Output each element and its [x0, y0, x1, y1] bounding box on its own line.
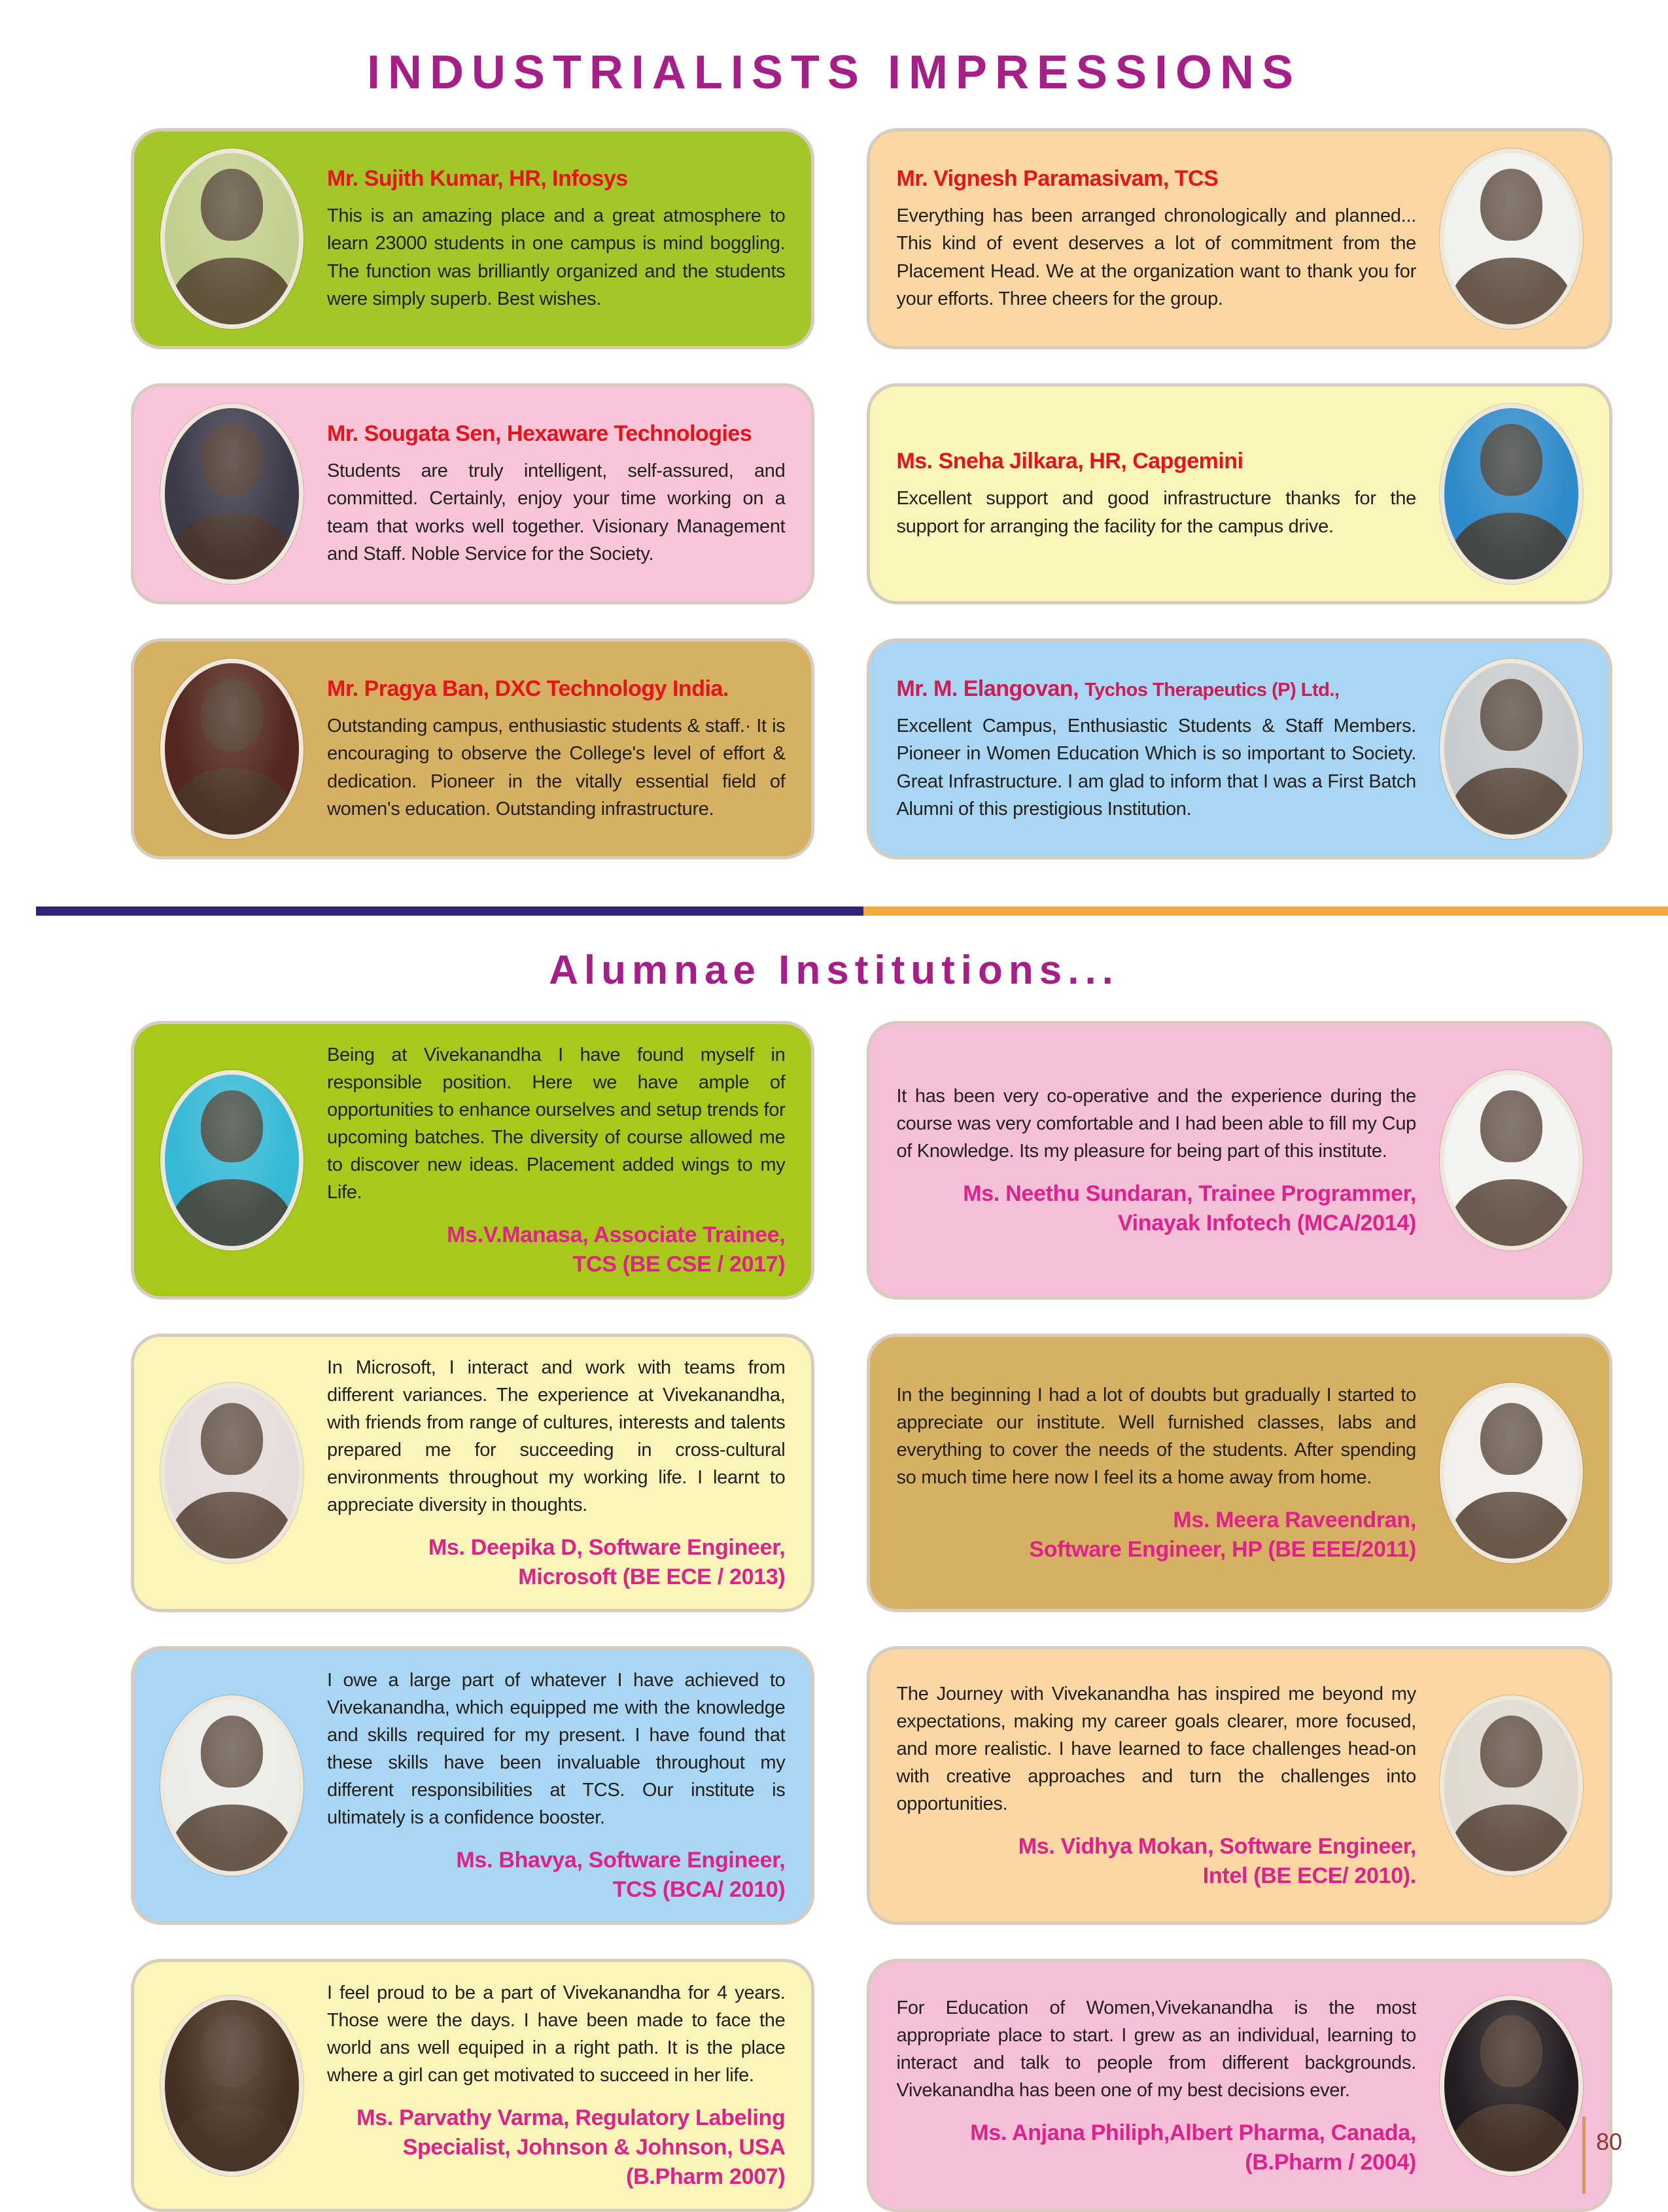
photo-highlight	[1444, 408, 1578, 579]
photo-highlight	[165, 408, 299, 579]
alumnae-card-neethu-sundaran	[867, 1021, 1612, 1300]
alumnae-quote: The Journey with Vivekanandha has inspired me beyond my expectations, making my career goals clearer, more focused, and more realistic. I have learned to face challenges head-on with creative approaches and turn the challenges into opportunities.	[896, 1684, 1416, 1815]
attribution-line: Ms. Vidhya Mokan, Software Engineer,	[1018, 1834, 1416, 1859]
alumnae-section	[131, 1021, 1612, 2212]
alumnae-content	[327, 1667, 785, 1905]
testimonial-content	[327, 420, 785, 567]
portrait-photo	[1440, 659, 1583, 839]
testimonial-card-sougata-sen	[131, 383, 814, 604]
alumnae-quote: For Education of Women,Vivekanandha is the most appropriate place to start. I grew as an individual, learning to interact and talk to people from different backgrounds. Vivekanandha has been one of my best decisions ever.	[896, 1997, 1416, 2101]
alumnae-content	[896, 1082, 1416, 1238]
industrialists-impressions-title: INDUSTRIALISTS IMPRESSIONS	[366, 46, 1302, 99]
attribution-line: Microsoft (BE ECE / 2013)	[518, 1564, 786, 1590]
photo-highlight	[1444, 663, 1578, 835]
portrait-photo	[1440, 148, 1583, 329]
photo-highlight	[165, 1075, 299, 1246]
portrait-photo	[160, 1070, 304, 1251]
alumnae-content	[896, 1994, 1416, 2177]
industrialists-section	[131, 128, 1612, 859]
testimonial-heading: Mr. Vignesh Paramasivam, TCS	[896, 166, 1219, 192]
portrait-photo	[1440, 1070, 1583, 1251]
photo-highlight	[165, 663, 299, 835]
portrait-photo	[160, 1695, 304, 1876]
page-number-line	[1582, 2117, 1586, 2194]
alumnae-quote: I owe a large part of whatever I have achieved to Vivekanandha, which equipped me with the knowledge and skills required for my present. I have found that these skills have been invaluable throughout my different responsibilities at TCS. Our institute is ultimately is a confidence booster.	[327, 1670, 786, 1829]
photo-highlight	[165, 1387, 299, 1559]
alumnae-quote: I feel proud to be a part of Vivekanandha for 4 years. Those were the days. I have been made to face the world ans well equiped in a right path. It is the place where a girl can get motivated to succeed in her life.	[327, 1982, 786, 2086]
alumnae-card-bhavya	[131, 1646, 814, 1925]
attribution-line: TCS (BCA/ 2010)	[612, 1877, 786, 1903]
photo-highlight	[1444, 1075, 1578, 1246]
testimonial-card-m-elangovan	[867, 638, 1612, 859]
portrait-photo	[1440, 404, 1583, 584]
photo-highlight	[1444, 2000, 1578, 2171]
portrait-photo	[160, 148, 304, 329]
portrait-photo	[1440, 1695, 1583, 1876]
alumnae-quote: In the beginning I had a lot of doubts but gradually I started to appreciate our institute. Well furnished classes, labs and everything to cover the needs of the students. After spending so much time here now I feel its a home away from home.	[896, 1385, 1416, 1489]
testimonial-card-vignesh-paramasivam	[867, 128, 1612, 349]
alumnae-card-v-manasa	[131, 1021, 814, 1300]
alumnae-content	[327, 1041, 785, 1279]
alumnae-card-parvathy-varma	[131, 1959, 814, 2212]
alumnae-attribution	[896, 1506, 1416, 1564]
alumnae-content	[327, 1354, 785, 1592]
attribution-line: Vinayak Infotech (MCA/2014)	[1117, 1211, 1416, 1236]
attribution-line: Ms. Meera Raveendran,	[1173, 1508, 1416, 1533]
testimonial-heading: Ms. Sneha Jilkara, HR, Capgemini	[896, 449, 1243, 474]
testimonial-quote: Excellent Campus, Enthusiastic Students & Staff Members. Pioneer in Women Education Which is so important to Society. Great Infrastructure. I am glad to inform that I was a First Batch Alumni of this prestigious Institution.	[896, 716, 1416, 820]
alumnae-attribution	[896, 1179, 1416, 1238]
alumnae-content	[896, 1381, 1416, 1564]
attribution-line: Ms. Neethu Sundaran, Trainee Programmer,	[963, 1181, 1416, 1207]
portrait-photo	[160, 1383, 304, 1563]
photo-highlight	[165, 153, 299, 324]
testimonial-content	[327, 675, 785, 822]
section-divider	[36, 907, 1668, 916]
alumnae-card-meera-raveendran	[867, 1334, 1612, 1612]
alumnae-attribution	[896, 1832, 1416, 1891]
divider-orange-bar	[863, 907, 1668, 916]
testimonial-quote: Everything has been arranged chronologically and planned... This kind of event deserves a lot of commitment from the Placement Head. We at the organization want to thank you for your efforts. Three cheers for the group.	[896, 205, 1416, 309]
alumnae-institutions-title: Alumnae Institutions...	[549, 948, 1119, 993]
alumnae-card-vidhya-mokan	[867, 1646, 1612, 1925]
alumnae-attribution	[896, 2118, 1416, 2177]
testimonial-quote: Students are truly intelligent, self-assured, and committed. Certainly, enjoy your time working on a team that works well together. Visionary Management and Staff. Noble Service for the Society.	[327, 460, 786, 564]
attribution-line: Ms. Deepika D, Software Engineer,	[428, 1535, 786, 1561]
attribution-line: (B.Pharm 2007)	[626, 2164, 786, 2190]
alumnae-attribution	[327, 1846, 785, 1905]
attribution-line: TCS (BE CSE / 2017)	[572, 1252, 786, 1277]
testimonial-heading: Mr. Sougata Sen, Hexaware Technologies	[327, 421, 752, 447]
testimonial-quote: Excellent support and good infrastructure thanks for the support for arranging the facility for the campus drive.	[896, 488, 1416, 537]
testimonial-heading-company: Tychos Therapeutics (P) Ltd.,	[1085, 680, 1340, 701]
attribution-line: Specialist, Johnson & Johnson, USA	[402, 2135, 786, 2160]
testimonial-card-sneha-jilkara	[867, 383, 1612, 604]
alumnae-attribution	[327, 2103, 785, 2192]
testimonial-heading-name: Mr. M. Elangovan,	[896, 676, 1079, 702]
attribution-line: Intel (BE ECE/ 2010).	[1202, 1863, 1416, 1889]
alumnae-attribution	[327, 1220, 785, 1279]
alumnae-content	[327, 1979, 785, 2192]
attribution-line: Ms. Anjana Philiph,Albert Pharma, Canada,	[970, 2120, 1416, 2145]
page-number	[1582, 2117, 1622, 2194]
photo-highlight	[1444, 153, 1578, 324]
photo-highlight	[165, 1700, 299, 1871]
testimonial-card-sujith-kumar	[131, 128, 814, 349]
alumnae-quote: In Microsoft, I interact and work with teams from different variances. The experience at Vivekanandha, with friends from range of cultures, interests and talents prepared me for succeeding in cross-cultural environments throughout my working life. I learnt to appreciate diversity in thoughts.	[327, 1357, 786, 1516]
photo-highlight	[165, 2000, 299, 2171]
attribution-line: Software Engineer, HP (BE EEE/2011)	[1029, 1537, 1416, 1563]
testimonial-content	[896, 675, 1416, 822]
testimonial-content	[327, 165, 785, 312]
testimonial-heading	[896, 676, 1416, 702]
attribution-line: Ms. Bhavya, Software Engineer,	[456, 1848, 786, 1873]
attribution-line: (B.Pharm / 2004)	[1245, 2149, 1416, 2175]
divider-navy-bar	[36, 907, 863, 916]
alumnae-attribution	[327, 1533, 785, 1592]
alumnae-card-deepika-d	[131, 1334, 814, 1612]
alumnae-content	[896, 1680, 1416, 1891]
testimonial-heading: Mr. Pragya Ban, DXC Technology India.	[327, 676, 729, 702]
page-number-text: 80	[1595, 2128, 1622, 2155]
testimonial-content	[896, 447, 1416, 540]
alumnae-card-anjana-philiph	[867, 1959, 1612, 2212]
alumnae-quote: It has been very co-operative and the experience during the course was very comfortable and I had been able to fill my Cup of Knowledge. Its my pleasure for being part of this institute.	[896, 1086, 1416, 1162]
portrait-photo	[1440, 1383, 1583, 1563]
portrait-photo	[160, 1996, 304, 2176]
portrait-photo	[1440, 1996, 1583, 2176]
testimonial-card-pragya-ban	[131, 638, 814, 859]
attribution-line: Ms. Parvathy Varma, Regulatory Labeling	[356, 2105, 786, 2131]
portrait-photo	[160, 659, 304, 839]
photo-highlight	[1444, 1700, 1578, 1871]
portrait-photo	[160, 404, 304, 584]
alumnae-quote: Being at Vivekanandha I have found myself in responsible position. Here we have ample of opportunities to enhance ourselves and setup trends for upcoming batches. The diversity of course allowed me to discover new ideas. Placement added wings to my Life.	[327, 1045, 786, 1203]
testimonial-quote: Outstanding campus, enthusiastic students & staff.· It is encouraging to observe the College's level of effort & dedication. Pioneer in the vitally essential field of women's education. Outstanding infrastructure.	[327, 716, 786, 820]
testimonial-quote: This is an amazing place and a great atmosphere to learn 23000 students in one campus is mind boggling. The function was brilliantly organized and the students were simply superb. Best wishes.	[327, 205, 786, 309]
photo-highlight	[1444, 1387, 1578, 1559]
testimonial-heading: Mr. Sujith Kumar, HR, Infosys	[327, 166, 628, 192]
attribution-line: Ms.V.Manasa, Associate Trainee,	[447, 1222, 786, 1248]
testimonial-content	[896, 165, 1416, 312]
